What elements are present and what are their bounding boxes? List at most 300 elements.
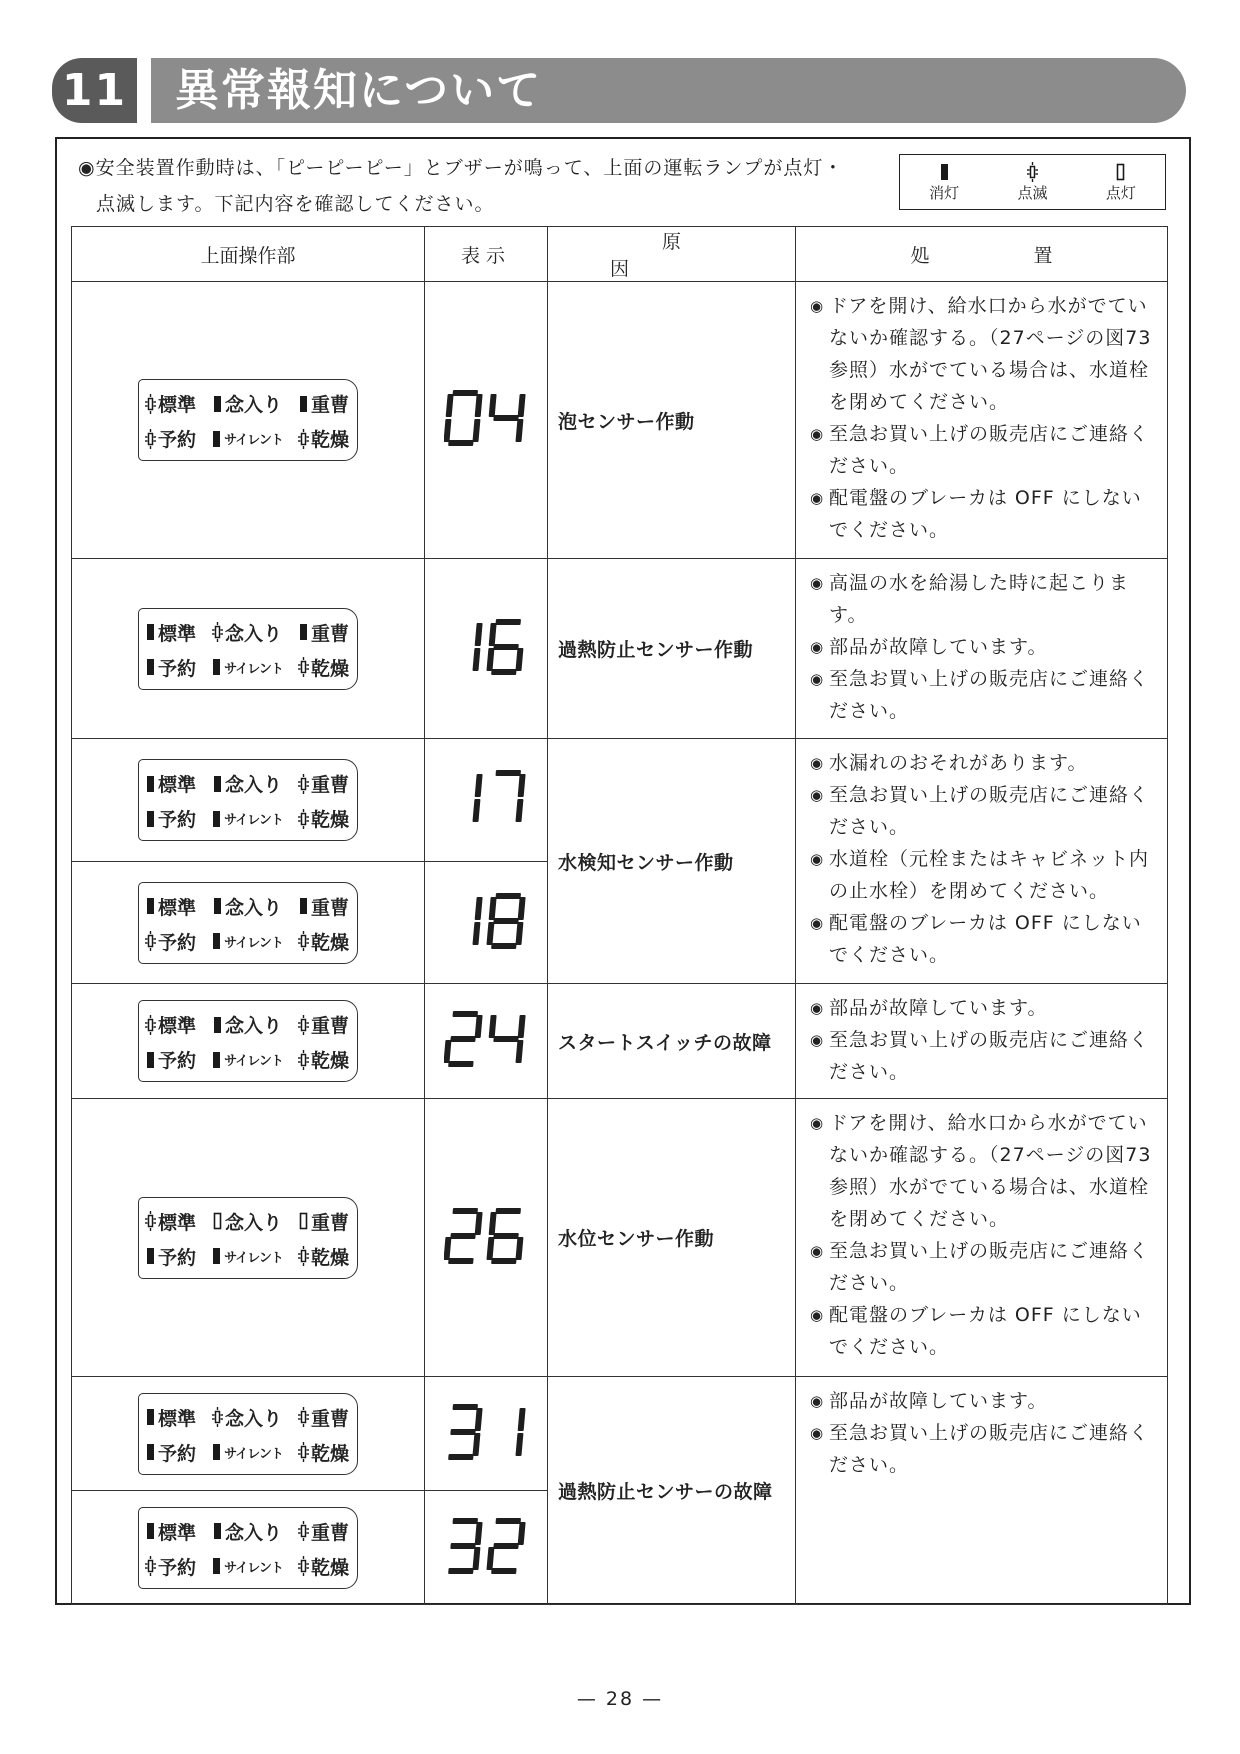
panel-lamp-label: 念入り	[224, 622, 282, 645]
page-number: — 28 —	[576, 1688, 664, 1710]
action-list	[810, 567, 1159, 727]
panel-line	[145, 615, 349, 650]
lamp-blink-icon	[145, 1015, 156, 1035]
segment-f	[489, 1212, 497, 1235]
panel-lamp-item	[145, 1011, 196, 1038]
lamp-off-icon	[211, 657, 222, 677]
panel-lamp-item	[298, 1011, 349, 1038]
panel-lamp-label: 重曹	[310, 1521, 349, 1544]
action-item: ◉ ドアを開け、給水口から水がでていないか確認する。（27ページの図73参照）水がでている場合は、水道栓を閉めてください。	[810, 290, 1159, 418]
lamp-off-icon	[212, 1015, 223, 1035]
panel-lamp-label: 乾燥	[310, 809, 349, 831]
panel-lamp-item	[145, 770, 196, 797]
segment-e	[486, 922, 494, 945]
lamp-off-icon	[145, 1246, 156, 1266]
panel-lamp-label: 予約	[158, 931, 197, 954]
lamp-off-icon	[211, 1246, 222, 1266]
lamp-blink-icon	[298, 1015, 309, 1035]
intro-line: 点滅します。下記内容を確認してください。	[96, 193, 495, 215]
panel-line	[145, 1204, 349, 1239]
panel-lamp-label: 予約	[158, 1556, 197, 1579]
panel-lamp-label: 重曹	[310, 394, 349, 416]
segment-g	[450, 1233, 476, 1239]
seven-segment-display	[444, 389, 528, 447]
lamp-legend	[899, 154, 1166, 210]
panel-lamp-item	[298, 1046, 349, 1073]
lamp-off-icon	[939, 162, 950, 182]
segment-e	[444, 419, 451, 442]
segment-b	[518, 1522, 526, 1545]
panel-lamp-item	[212, 619, 282, 646]
lamp-off-icon	[145, 1521, 156, 1541]
lamp-blink-icon	[212, 622, 223, 642]
legend-label: 消灯	[929, 184, 960, 202]
segment-c	[472, 419, 480, 442]
panel-lamp-label: 念入り	[224, 1211, 282, 1234]
segment-d	[448, 440, 474, 446]
segment-d	[491, 1568, 517, 1574]
error-code-cell	[425, 984, 548, 1099]
panel-line	[145, 1239, 349, 1274]
segment-b	[475, 1212, 483, 1235]
panel-lamp-item	[211, 1442, 283, 1462]
panel-line	[145, 1549, 349, 1584]
lamp-on-icon	[212, 1211, 223, 1231]
error-code-table	[71, 226, 1168, 1605]
panel-lamp-label: 念入り	[224, 1521, 282, 1544]
table-row	[72, 984, 1168, 1099]
lamp-blink-icon	[212, 1407, 223, 1427]
error-code-cell	[425, 1491, 548, 1605]
lamp-off-icon	[211, 931, 222, 951]
error-code-cell	[425, 559, 548, 739]
panel-lamp-label: 乾燥	[310, 1050, 349, 1072]
segment-c	[472, 799, 480, 822]
seven-segment-display	[444, 618, 528, 676]
panel-lamp-item	[211, 1246, 283, 1266]
segment-g	[493, 1543, 519, 1549]
lamp-blink-icon	[145, 1556, 156, 1576]
table-row	[72, 739, 1168, 862]
table-row	[72, 1099, 1168, 1377]
lamp-off-icon	[212, 394, 223, 414]
panel-lamp-label: 重曹	[310, 622, 349, 645]
segment-c	[515, 922, 523, 945]
panel-cell	[72, 282, 425, 559]
panel-lamp-label: 乾燥	[310, 657, 349, 680]
segment-e	[444, 1040, 451, 1063]
panel-lamp-label: 乾燥	[310, 931, 349, 954]
intro-line: ◉安全装置作動時は、「ピーピーピー」とブザーが鳴って、上面の運転ランプが点灯・	[78, 157, 844, 179]
segment-d	[491, 943, 517, 949]
panel-lamp-label: 重曹	[310, 1211, 349, 1234]
digit-8	[486, 893, 526, 949]
action-item: ◉ 至急お買い上げの販売店にご連絡ください。	[810, 1024, 1159, 1088]
panel-lamp-label: 重曹	[310, 896, 349, 919]
panel-line	[145, 1435, 349, 1470]
panel-lamp-item	[298, 893, 349, 920]
error-code-cell	[425, 1377, 548, 1491]
segment-d	[448, 1061, 474, 1067]
panel-lamp-item	[298, 770, 349, 797]
lamp-off-icon	[145, 774, 156, 794]
panel-line	[145, 1042, 349, 1077]
digit-4	[486, 1015, 525, 1063]
panel-lamp-label: サイレント	[224, 813, 283, 828]
panel-lamp-item	[212, 893, 282, 920]
panel-lamp-item	[145, 1518, 196, 1545]
digit-1	[472, 897, 482, 945]
panel-lamp-item	[145, 805, 196, 832]
segment-g	[493, 415, 519, 421]
legend-label: 点灯	[1105, 184, 1136, 202]
segment-c	[515, 1433, 523, 1456]
panel-line	[145, 766, 349, 801]
panel-lamp-item	[211, 1050, 283, 1070]
lamp-blink-icon	[298, 931, 309, 951]
control-panel-illustration	[138, 1393, 358, 1475]
digit-2	[444, 1011, 483, 1067]
panel-line	[145, 801, 349, 836]
action-item: ◉ 水漏れのおそれがあります。	[810, 747, 1159, 779]
panel-lamp-label: サイレント	[224, 1446, 283, 1462]
lamp-off-icon	[211, 1442, 222, 1462]
panel-lamp-label: サイレント	[224, 935, 283, 951]
lamp-off-icon	[212, 774, 223, 794]
segment-b	[475, 1015, 483, 1038]
segment-b	[475, 774, 483, 797]
panel-lamp-label: サイレント	[224, 661, 283, 677]
panel-lamp-item	[298, 1404, 349, 1431]
segment-g	[493, 644, 519, 650]
action-list	[810, 1385, 1159, 1481]
error-code-cell	[425, 739, 548, 862]
lamp-off-icon	[211, 1556, 222, 1576]
panel-line	[145, 421, 349, 456]
action-cell	[796, 739, 1168, 984]
digit-3	[448, 1404, 483, 1460]
panel-lamp-item	[211, 931, 283, 951]
segment-c	[472, 1433, 480, 1456]
section-number: 11	[52, 58, 137, 123]
segment-d	[448, 1454, 474, 1460]
header-cause-label: 原因	[609, 231, 785, 280]
panel-lamp-item	[145, 893, 196, 920]
error-code-cell	[425, 862, 548, 984]
digit-2	[486, 1518, 526, 1574]
segment-g	[493, 1036, 519, 1042]
panel-lamp-item	[145, 425, 196, 452]
digit-6	[486, 1208, 526, 1264]
action-list	[810, 992, 1159, 1088]
digit-2	[444, 1208, 483, 1264]
control-panel-illustration	[138, 1000, 358, 1082]
lamp-off-icon	[145, 657, 156, 677]
lamp-off-icon	[145, 809, 156, 829]
panel-lamp-item	[212, 770, 282, 797]
segment-f	[489, 1015, 497, 1038]
panel-lamp-item	[145, 1439, 196, 1466]
panel-lamp-label: 念入り	[224, 394, 282, 416]
legend-item-off	[929, 162, 959, 202]
action-cell	[796, 559, 1168, 739]
seven-segment-display	[444, 1207, 528, 1265]
lamp-blink-icon	[1027, 162, 1038, 182]
segment-d	[448, 1258, 474, 1264]
action-item: ◉ ドアを開け、給水口から水がでていないか確認する。（27ページの図73参照）水がでている場合は、水道栓を閉めてください。	[810, 1107, 1159, 1235]
lamp-off-icon	[145, 1407, 156, 1427]
panel-lamp-label: 予約	[158, 1246, 197, 1269]
action-cell	[796, 282, 1168, 559]
lamp-on-icon	[1115, 162, 1126, 182]
segment-d	[491, 1258, 517, 1264]
lamp-off-icon	[145, 1050, 156, 1070]
seven-segment-display	[444, 1517, 528, 1575]
segment-e	[486, 1237, 494, 1260]
control-panel-illustration	[138, 882, 358, 964]
lamp-off-icon	[211, 1050, 222, 1070]
panel-lamp-item	[298, 1243, 349, 1270]
panel-lamp-label: 重曹	[310, 774, 349, 796]
panel-cell	[72, 1099, 425, 1377]
panel-lamp-item	[145, 1243, 196, 1270]
action-item: ◉ 高温の水を給湯した時に起こります。	[810, 567, 1159, 631]
section-title-bar	[151, 58, 1186, 123]
legend-item-on	[1106, 162, 1136, 202]
panel-line	[145, 1007, 349, 1042]
panel-lamp-label: 標準	[158, 1521, 197, 1544]
digit-1	[472, 774, 482, 822]
segment-b	[518, 1015, 526, 1038]
segment-a	[495, 619, 521, 625]
segment-b	[518, 774, 526, 797]
segment-a	[495, 893, 521, 899]
panel-lamp-item	[145, 928, 196, 955]
panel-lamp-item	[212, 1404, 282, 1431]
panel-lamp-label: 念入り	[224, 896, 282, 919]
digit-1	[515, 1408, 525, 1456]
panel-lamp-label: 標準	[158, 1015, 197, 1037]
table-row	[72, 559, 1168, 739]
panel-lamp-label: 予約	[158, 1442, 197, 1465]
intro-text	[78, 150, 843, 222]
lamp-blink-icon	[145, 394, 156, 414]
panel-lamp-item	[145, 1553, 196, 1580]
segment-c	[515, 799, 523, 822]
header-display: 表示	[425, 227, 548, 282]
panel-lamp-label: サイレント	[224, 1560, 283, 1576]
lamp-off-icon	[298, 394, 309, 414]
action-item: ◉ 水道栓（元栓またはキャビネット内の止水栓）を閉めてください。	[810, 843, 1159, 907]
segment-a	[452, 1518, 478, 1524]
segment-a	[452, 1208, 478, 1214]
action-item: ◉ 部品が故障しています。	[810, 1385, 1159, 1417]
segment-c	[472, 922, 480, 945]
panel-lamp-item	[145, 390, 196, 417]
panel-lamp-label: サイレント	[224, 1250, 283, 1266]
lamp-blink-icon	[298, 1407, 309, 1427]
segment-f	[446, 394, 454, 417]
segment-b	[475, 1408, 483, 1431]
panel-cell	[72, 739, 425, 862]
panel-lamp-label: 予約	[158, 657, 197, 680]
panel-lamp-label: 念入り	[224, 1015, 282, 1037]
segment-d	[448, 1568, 474, 1574]
panel-line	[145, 386, 349, 421]
error-code-cell	[425, 1099, 548, 1377]
lamp-blink-icon	[298, 809, 309, 829]
segment-d	[491, 669, 517, 675]
action-item: ◉ 配電盤のブレーカは OFF にしないでください。	[810, 1299, 1159, 1363]
panel-cell	[72, 862, 425, 984]
panel-lamp-item	[145, 1208, 196, 1235]
action-list	[810, 747, 1159, 971]
action-item: ◉ 至急お買い上げの販売店にご連絡ください。	[810, 1235, 1159, 1299]
panel-lamp-label: 重曹	[310, 1015, 349, 1037]
action-item: ◉ 至急お買い上げの販売店にご連絡ください。	[810, 418, 1159, 482]
panel-lamp-item	[211, 657, 283, 677]
panel-lamp-label: 乾燥	[310, 1442, 349, 1465]
lamp-off-icon	[145, 896, 156, 916]
lamp-blink-icon	[145, 931, 156, 951]
panel-lamp-item	[298, 1553, 349, 1580]
panel-lamp-label: 予約	[158, 1050, 197, 1072]
action-item: ◉ 配電盤のブレーカは OFF にしないでください。	[810, 907, 1159, 971]
segment-e	[486, 1547, 494, 1570]
segment-a	[452, 1404, 478, 1410]
lamp-off-icon	[145, 1442, 156, 1462]
digit-0	[444, 390, 483, 446]
panel-lamp-label: 標準	[158, 1211, 197, 1234]
action-item: ◉ 至急お買い上げの販売店にご連絡ください。	[810, 779, 1159, 843]
panel-lamp-item	[211, 429, 283, 449]
segment-b	[475, 897, 483, 920]
cause-cell: 過熱防止センサー作動	[548, 559, 796, 739]
lamp-blink-icon	[298, 1442, 309, 1462]
segment-g	[450, 1543, 476, 1549]
digit-1	[472, 623, 482, 671]
control-panel-illustration	[138, 608, 358, 690]
segment-b	[475, 1522, 483, 1545]
header-action	[796, 227, 1168, 282]
segment-a	[495, 1518, 521, 1524]
panel-cell	[72, 559, 425, 739]
panel-lamp-label: 念入り	[224, 1407, 282, 1430]
action-cell	[796, 1099, 1168, 1377]
panel-cell	[72, 984, 425, 1099]
cause-cell: 水位センサー作動	[548, 1099, 796, 1377]
panel-lamp-label: 予約	[158, 809, 197, 831]
segment-b	[475, 623, 483, 646]
panel-lamp-item	[298, 1208, 349, 1235]
digit-4	[486, 394, 525, 442]
header-cause	[548, 227, 796, 282]
panel-cell	[72, 1491, 425, 1605]
segment-f	[489, 623, 497, 646]
panel-lamp-item	[298, 654, 349, 681]
action-list	[810, 290, 1159, 546]
lamp-blink-icon	[298, 429, 309, 449]
control-panel-illustration	[138, 1507, 358, 1589]
segment-f	[489, 394, 497, 417]
segment-b	[518, 1408, 526, 1431]
lamp-blink-icon	[298, 657, 309, 677]
header-panel: 上面操作部	[72, 227, 425, 282]
lamp-off-icon	[212, 1521, 223, 1541]
cause-cell: 過熱防止センサーの故障	[548, 1377, 796, 1605]
legend-item-blink	[1017, 162, 1047, 202]
panel-line	[145, 924, 349, 959]
lamp-blink-icon	[145, 429, 156, 449]
lamp-off-icon	[212, 896, 223, 916]
action-cell	[796, 984, 1168, 1099]
panel-lamp-item	[145, 1046, 196, 1073]
control-panel-illustration	[138, 759, 358, 841]
panel-lamp-label: 標準	[158, 774, 197, 796]
seven-segment-display	[444, 892, 528, 950]
panel-line	[145, 1514, 349, 1549]
cause-cell: スタートスイッチの故障	[548, 984, 796, 1099]
lamp-on-icon	[298, 1211, 309, 1231]
panel-lamp-item	[298, 805, 349, 832]
segment-c	[515, 419, 523, 442]
control-panel-illustration	[138, 379, 358, 461]
lamp-blink-icon	[298, 1246, 309, 1266]
action-item: ◉ 部品が故障しています。	[810, 631, 1159, 663]
panel-lamp-label: 標準	[158, 1407, 197, 1430]
segment-a	[452, 390, 478, 396]
cause-cell: 水検知センサー作動	[548, 739, 796, 984]
table-row	[72, 282, 1168, 559]
panel-lamp-item	[212, 390, 282, 417]
segment-c	[515, 648, 523, 671]
panel-lamp-item	[298, 619, 349, 646]
panel-line	[145, 1400, 349, 1435]
page-title: 異常報知について	[175, 65, 543, 116]
table-row	[72, 1377, 1168, 1491]
panel-lamp-item	[211, 1556, 283, 1576]
action-item: ◉ 至急お買い上げの販売店にご連絡ください。	[810, 663, 1159, 727]
control-panel-illustration	[138, 1197, 358, 1279]
cause-cell: 泡センサー作動	[548, 282, 796, 559]
lamp-blink-icon	[298, 1556, 309, 1576]
panel-cell	[72, 1377, 425, 1491]
segment-e	[486, 648, 494, 671]
action-item: ◉ 部品が故障しています。	[810, 992, 1159, 1024]
segment-e	[444, 1237, 451, 1260]
panel-lamp-item	[145, 654, 196, 681]
lamp-blink-icon	[298, 774, 309, 794]
panel-lamp-label: 乾燥	[310, 429, 349, 451]
seven-segment-display	[444, 1010, 528, 1068]
segment-g	[493, 918, 519, 924]
panel-lamp-item	[212, 1518, 282, 1545]
segment-c	[515, 1237, 523, 1260]
panel-lamp-item	[298, 1439, 349, 1466]
table-header-row	[72, 227, 1168, 282]
action-item: ◉ 至急お買い上げの販売店にご連絡ください。	[810, 1417, 1159, 1481]
action-cell	[796, 1377, 1168, 1605]
lamp-off-icon	[211, 809, 222, 829]
panel-line	[145, 889, 349, 924]
segment-g	[493, 1233, 519, 1239]
digit-6	[486, 619, 526, 675]
digit-7	[491, 770, 526, 822]
digit-3	[448, 1518, 483, 1574]
lamp-off-icon	[145, 622, 156, 642]
error-code-cell	[425, 282, 548, 559]
segment-b	[518, 897, 526, 920]
